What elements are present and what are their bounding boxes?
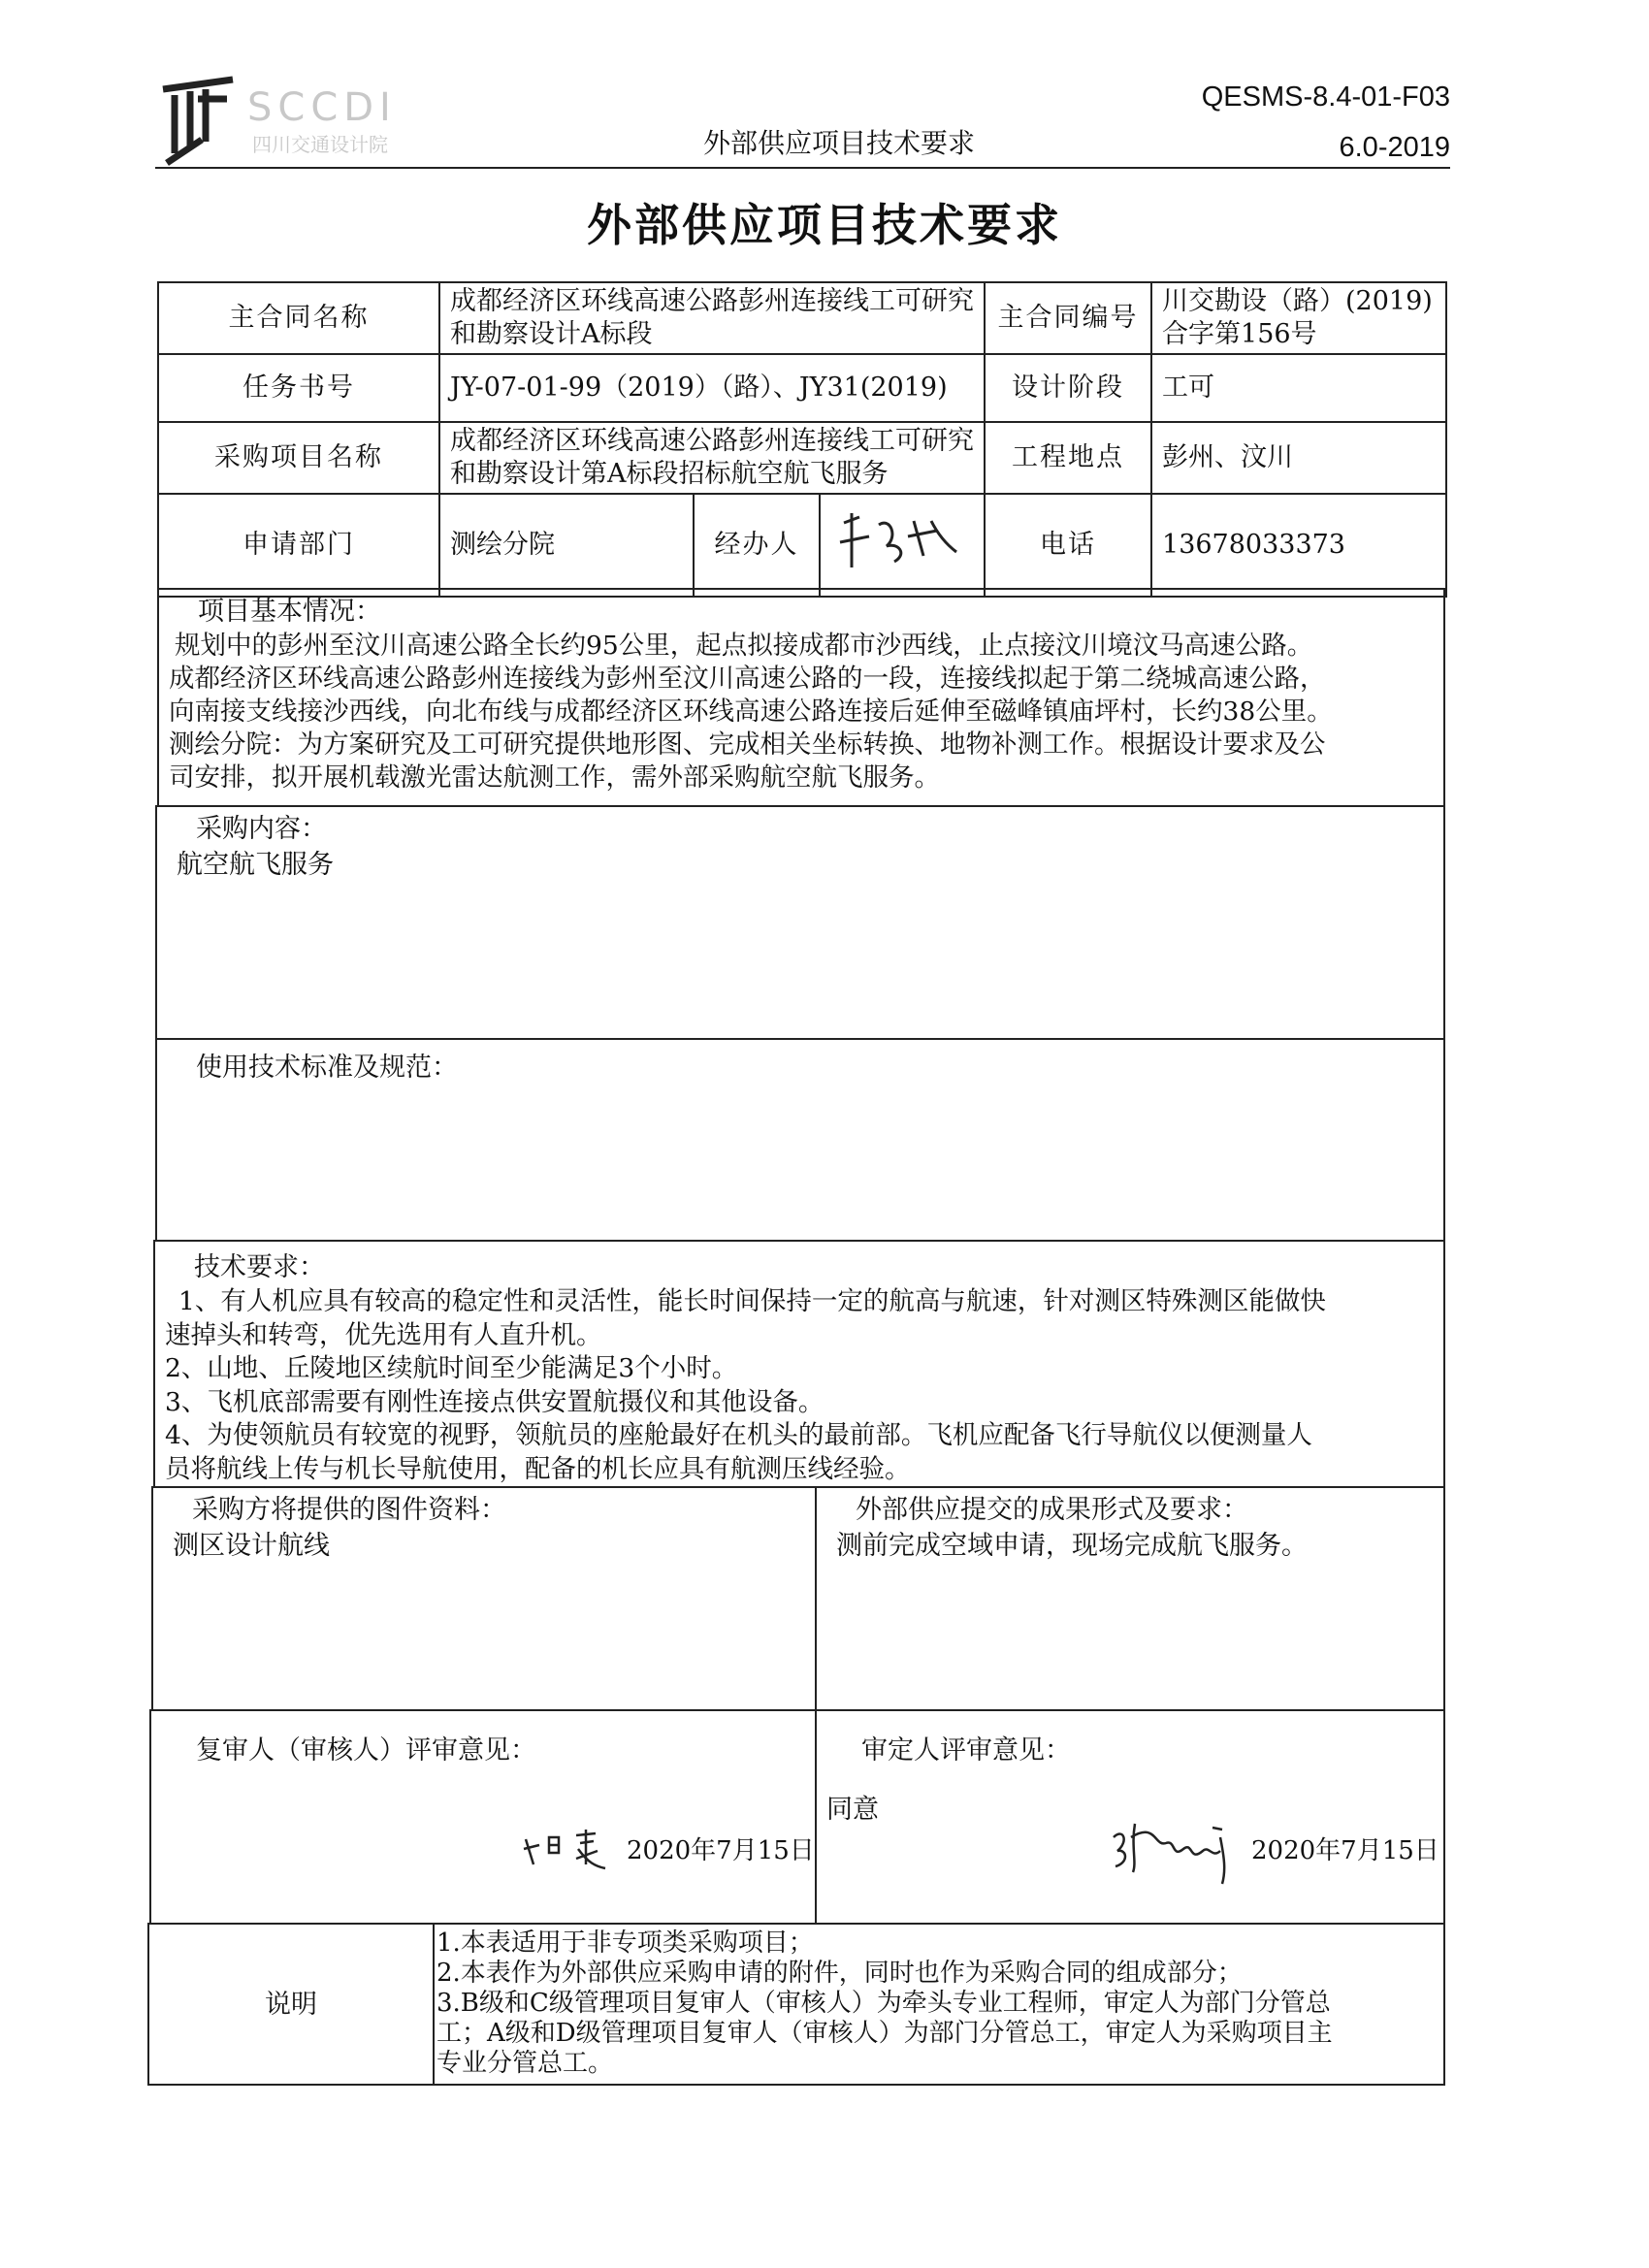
basic-info-line: 规划中的彭州至汶川高速公路全长约95公里，起点拟接成都市沙西线，止点接汶川境汶马高速公路。 bbox=[175, 631, 1313, 661]
basic-info-section bbox=[157, 588, 1445, 807]
provided-materials-heading: 采购方将提供的图件资料： bbox=[192, 1495, 506, 1525]
notes-section bbox=[147, 1923, 1445, 2086]
notes-label: 说明 bbox=[265, 1989, 317, 2020]
design-stage-value: 工可 bbox=[1151, 354, 1446, 422]
deliverables-heading: 外部供应提交的成果形式及要求： bbox=[856, 1495, 1248, 1525]
header-rule bbox=[155, 167, 1450, 169]
design-stage-label: 设计阶段 bbox=[985, 354, 1151, 422]
purchase-content-value: 航空航飞服务 bbox=[177, 850, 334, 880]
tech-requirements-section bbox=[153, 1240, 1445, 1488]
note-line: 2.本表作为外部供应采购申请的附件，同时也作为采购合同的组成部分； bbox=[436, 1959, 1243, 1988]
note-line: 1.本表适用于非专项类采购项目； bbox=[436, 1928, 814, 1958]
phone-value: 13678033373 bbox=[1151, 494, 1446, 597]
purchase-name-label: 采购项目名称 bbox=[158, 422, 439, 494]
logo-mark-icon bbox=[163, 80, 233, 163]
notes-label-cell bbox=[149, 1925, 435, 2084]
task-no-value: JY-07-01-99（2019）（路）、JY31(2019) bbox=[439, 354, 985, 422]
doc-code-block bbox=[1202, 72, 1450, 173]
site-value: 彭州、汶川 bbox=[1151, 422, 1446, 494]
main-contract-no-value: 川交勘设（路）(2019)合字第156号 bbox=[1151, 282, 1446, 354]
task-no-label: 任务书号 bbox=[158, 354, 439, 422]
tech-line: 3、飞机底部需要有刚性连接点供安置航摄仪和其他设备。 bbox=[165, 1386, 824, 1417]
tech-requirements-heading: 技术要求： bbox=[194, 1252, 325, 1282]
deliverables-value: 测前完成空域申请，现场完成航飞服务。 bbox=[836, 1531, 1308, 1561]
approver-signature bbox=[1108, 1808, 1244, 1895]
logo-text: SCCDI bbox=[247, 85, 397, 130]
review-section bbox=[149, 1709, 817, 1925]
approval-opinion: 同意 bbox=[826, 1795, 879, 1825]
doc-version: 6.0-2019 bbox=[1339, 132, 1450, 163]
basic-info-line: 测绘分院：为方案研究及工可研究提供地形图、完成相关坐标转换、地物补测工作。根据设计要求及公 bbox=[169, 729, 1326, 760]
tech-requirements-body bbox=[155, 1285, 1443, 1486]
approval-section bbox=[815, 1709, 1445, 1925]
notes-body bbox=[436, 1928, 1439, 2079]
approval-heading: 审定人评审意见： bbox=[861, 1735, 1071, 1766]
purchase-content-heading: 采购内容： bbox=[196, 814, 327, 844]
handler-signature bbox=[820, 494, 985, 597]
main-contract-no-label: 主合同编号 bbox=[985, 282, 1151, 354]
standards-section bbox=[155, 1038, 1445, 1242]
company-logo bbox=[155, 70, 446, 167]
doc-code: QESMS-8.4-01-F03 bbox=[1201, 81, 1450, 113]
review-date: 2020年7月15日 bbox=[627, 1836, 815, 1865]
info-table bbox=[157, 281, 1445, 598]
basic-info-line: 成都经济区环线高速公路彭州连接线为彭州至汶川高速公路的一段，连接线拟起于第二绕城高速公路， bbox=[169, 664, 1326, 694]
header-title: 外部供应项目技术要求 bbox=[703, 127, 976, 159]
note-line: 3.B级和C级管理项目复审人（审核人）为牵头专业工程师，审定人为部门分管总 bbox=[436, 1989, 1331, 2018]
standards-heading: 使用技术标准及规范： bbox=[196, 1053, 458, 1083]
page-title: 外部供应项目技术要求 bbox=[587, 199, 1062, 251]
basic-info-body bbox=[159, 630, 1443, 794]
site-label: 工程地点 bbox=[985, 422, 1151, 494]
purchase-name-value: 成都经济区环线高速公路彭州连接线工可研究和勘察设计第A标段招标航空航飞服务 bbox=[439, 422, 985, 494]
dept-value: 测绘分院 bbox=[439, 494, 694, 597]
approver-signature-icon bbox=[1108, 1808, 1244, 1886]
main-contract-name-value: 成都经济区环线高速公路彭州连接线工可研究和勘察设计A标段 bbox=[439, 282, 985, 354]
reviewer-signature-icon bbox=[520, 1820, 617, 1878]
tech-line: 1、有人机应具有较高的稳定性和灵活性，能长时间保持一定的航高与航速，针对测区特殊测区能做快 bbox=[178, 1286, 1326, 1316]
note-line: 工；A级和D级管理项目复审人（审核人）为部门分管总工，审定人为采购项目主 bbox=[436, 2019, 1333, 2048]
purchase-content-section bbox=[155, 805, 1445, 1040]
deliverables-section bbox=[815, 1486, 1445, 1711]
logo-subtext: 四川交通设计院 bbox=[252, 133, 388, 156]
tech-line: 员将航线上传与机长导航使用，配备的机长应具有航测压线经验。 bbox=[165, 1453, 911, 1484]
tech-line: 2、山地、丘陵地区续航时间至少能满足3个小时。 bbox=[165, 1353, 738, 1383]
provided-materials-section bbox=[151, 1486, 817, 1711]
main-contract-name-label: 主合同名称 bbox=[158, 282, 439, 354]
tech-line: 速掉头和转弯，优先选用有人直升机。 bbox=[165, 1319, 602, 1350]
note-line: 专业分管总工。 bbox=[436, 2049, 614, 2078]
tech-line: 4、为使领航员有较宽的视野，领航员的座舱最好在机头的最前部。飞机应配备飞行导航仪以便测量人 bbox=[165, 1420, 1312, 1450]
basic-info-line: 司安排，拟开展机载激光雷达航测工作，需外部采购航空航飞服务。 bbox=[169, 762, 940, 793]
phone-label: 电话 bbox=[985, 494, 1151, 597]
basic-info-line: 向南接支线接沙西线，向北布线与成都经济区环线高速公路连接后延伸至磁峰镇庙坪村，长约38公里。 bbox=[169, 697, 1333, 727]
approval-date: 2020年7月15日 bbox=[1251, 1836, 1439, 1865]
review-heading: 复审人（审核人）评审意见： bbox=[196, 1735, 536, 1766]
handler-label: 经办人 bbox=[694, 494, 820, 597]
dept-label: 申请部门 bbox=[158, 494, 439, 597]
handler-signature-icon bbox=[830, 507, 966, 575]
provided-materials-value: 测区设计航线 bbox=[173, 1531, 330, 1561]
reviewer-signature bbox=[520, 1820, 617, 1888]
basic-info-heading: 项目基本情况： bbox=[198, 597, 381, 627]
